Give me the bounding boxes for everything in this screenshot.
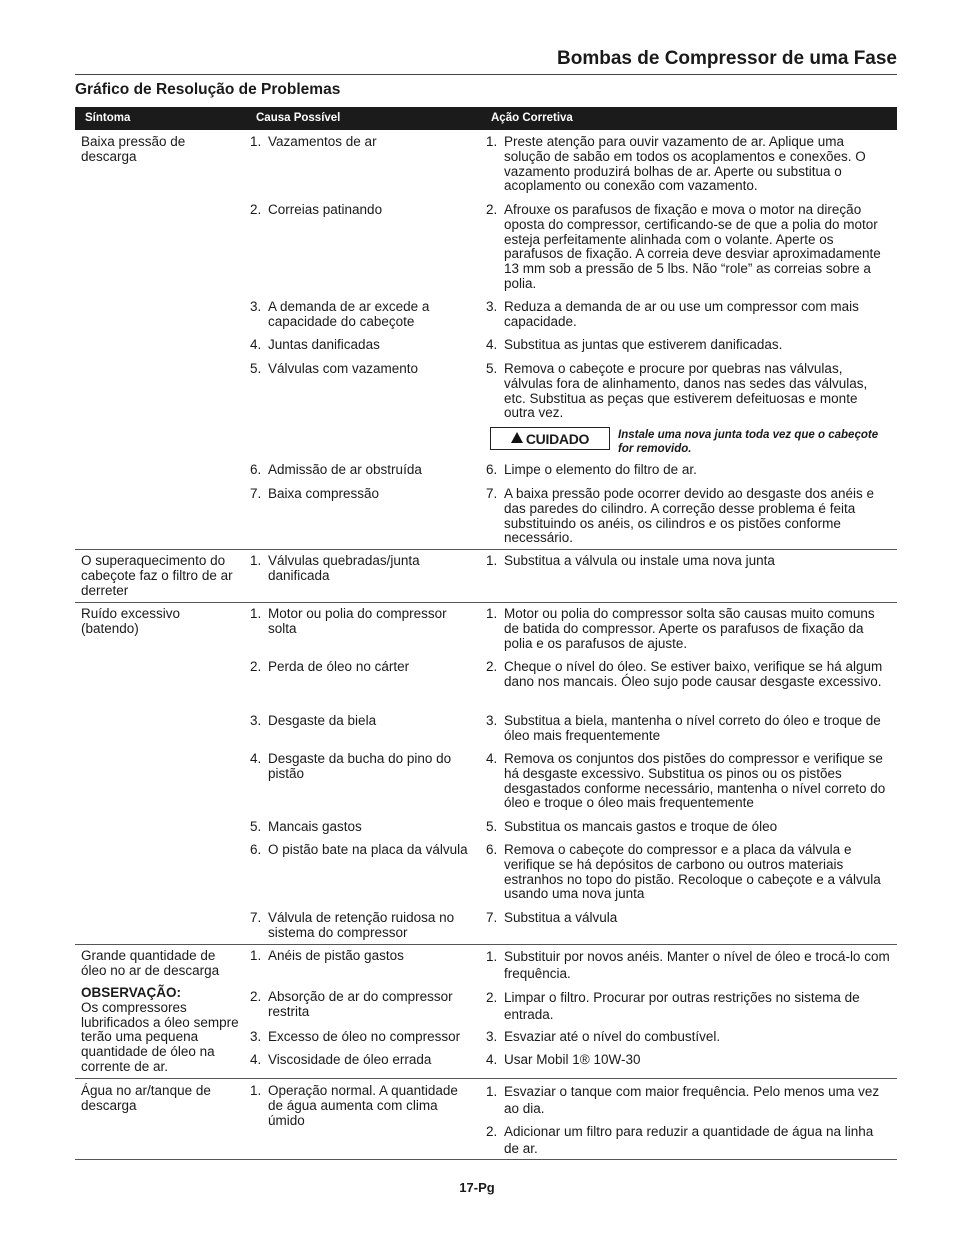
- observation-label: OBSERVAÇÃO:: [81, 985, 182, 1000]
- action-cell: 1. Preste atenção para ouvir vazamento de ar. Aplique uma solução de sabão em todos os acoplamentos e conexões. O vazamento produzirá bolhas de ar. Aperte ou substitua o acoplamento ou conexão com vazamento.: [486, 134, 866, 194]
- action-cell: 4. Usar Mobil 1® 10W-30: [486, 1052, 641, 1067]
- row-divider: [75, 602, 897, 603]
- action-cell: 4. Substitua as juntas que estiverem danificadas.: [486, 337, 783, 352]
- cause-cell: 1. Motor ou polia do compressor solta: [250, 606, 447, 636]
- cause-cell: 7. Baixa compressão: [250, 486, 380, 501]
- action-cell: 2. Afrouxe os parafusos de fixação e mova o motor na direção oposta do compressor, certificando-se de que a polia do motor esteja perfeitamente alinhada com o volante. Aperte os parafusos de fixação. A correia deve desviar aproximadamente 13 mm sob a pressão de 5 lbs. Não “role” as correias sobre a polia.: [486, 202, 881, 291]
- symptom-cell: Grande quantidade de óleo no ar de descarga: [81, 948, 220, 978]
- cause-cell: 7. Válvula de retenção ruidosa no sistema do compressor: [250, 910, 455, 940]
- action-cell: 3. Reduza a demanda de ar ou use um compressor com mais capacidade.: [486, 299, 859, 329]
- section-title: Gráfico de Resolução de Problemas: [75, 81, 341, 98]
- symptom-cell: O superaquecimento do cabeçote faz o filtro de ar derreter: [81, 553, 233, 598]
- caution-note: Instale uma nova junta toda vez que o cabeçote for removido.: [618, 429, 879, 455]
- action-cell: 5. Substitua os mancais gastos e troque de óleo: [486, 819, 778, 834]
- action-cell: 2. Cheque o nível do óleo. Se estiver baixo, verifique se há algum dano nos mancais. Óleo sujo pode causar desgaste excessivo.: [486, 659, 883, 689]
- page-number: 17-Pg: [459, 1180, 495, 1195]
- action-cell: 2. Limpar o filtro. Procurar por outras restrições no sistema de entrada.: [486, 990, 860, 1022]
- action-cell: 1. Esvaziar o tanque com maior frequência. Pelo menos uma vez ao dia.: [486, 1084, 880, 1116]
- column-header-action: Ação Corretiva: [491, 112, 573, 124]
- page-title: Bombas de Compressor de uma Fase: [557, 48, 897, 69]
- action-cell: 6. Remova o cabeçote do compressor e a placa da válvula e verifique se há depósitos de carbono ou outros materiais estranhos no topo do pistão. Recoloque o cabeçote e a válvula usando uma nova junta: [486, 842, 881, 902]
- cause-cell: 2. Absorção de ar do compressor restrita: [250, 989, 453, 1019]
- action-cell: 4. Remova os conjuntos dos pistões do compressor e verifique se há desgaste excessivo. Substitua os pinos ou os pistões desgastados conforme necessário, mantenha o nível correto do óleo e troque o óleo mais frequentemente: [486, 751, 886, 811]
- cause-cell: 2. Perda de óleo no cárter: [250, 659, 410, 674]
- cause-cell: 4. Viscosidade de óleo errada: [250, 1052, 432, 1067]
- cause-cell: 4. Juntas danificadas: [250, 337, 380, 352]
- column-header-symptom: Síntoma: [85, 112, 131, 124]
- action-cell: 7. A baixa pressão pode ocorrer devido ao desgaste dos anéis e das paredes do cilindro. A correção desse problema é feita substituindo os anéis, os cilindros e os pistões conforme necessário.: [486, 486, 874, 546]
- action-cell: 3. Esvaziar até o nível do combustível.: [486, 1029, 721, 1044]
- cause-cell: 2. Correias patinando: [250, 202, 383, 217]
- cause-cell: 1. Vazamentos de ar: [250, 134, 377, 149]
- cause-cell: 5. Válvulas com vazamento: [250, 361, 419, 376]
- action-cell: 1. Substitua a válvula ou instale uma nova junta: [486, 553, 775, 568]
- page-header: [75, 48, 897, 75]
- action-cell: 1. Motor ou polia do compressor solta são causas muito comuns de batida do compressor. Aperte os parafusos de fixação da polia e os parafusos de ajuste.: [486, 606, 875, 651]
- cause-cell: 1. Operação normal. A quantidade de água aumenta com clima úmido: [250, 1083, 458, 1128]
- column-header-cause: Causa Possível: [256, 112, 341, 124]
- action-cell: 1. Substituir por novos anéis. Manter o nível de óleo e trocá-lo com frequência.: [486, 949, 890, 981]
- row-divider: [75, 549, 897, 550]
- cause-cell: 3. Desgaste da biela: [250, 713, 377, 728]
- cause-cell: 3. A demanda de ar excede a capacidade do cabeçote: [250, 299, 430, 329]
- cause-cell: 6. Admissão de ar obstruída: [250, 462, 422, 477]
- cause-cell: 3. Excesso de óleo no compressor: [250, 1029, 461, 1044]
- caution-label: CUIDADO: [490, 427, 610, 450]
- warning-triangle-icon: [511, 432, 523, 443]
- row-divider: [75, 1078, 897, 1079]
- cause-cell: 5. Mancais gastos: [250, 819, 362, 834]
- row-divider: [75, 944, 897, 945]
- table-header: [75, 107, 897, 130]
- action-cell: 5. Remova o cabeçote e procure por quebras nas válvulas, válvulas fora de alinhamento, danos nas sedes das válvulas, etc. Substitua as peças que estiverem defeituosas e monte outra vez.: [486, 361, 868, 421]
- observation-note: OBSERVAÇÃO: Os compressores lubrificados a óleo sempre terão uma pequena quantidade de óleo na corrente de ar.: [81, 985, 239, 1074]
- action-cell: 6. Limpe o elemento do filtro de ar.: [486, 462, 697, 477]
- cause-cell: 1. Anéis de pistão gastos: [250, 948, 404, 963]
- cause-cell: 4. Desgaste da bucha do pino do pistão: [250, 751, 452, 781]
- action-cell: 7. Substitua a válvula: [486, 910, 618, 925]
- action-cell: 2. Adicionar um filtro para reduzir a quantidade de água na linha de ar.: [486, 1124, 874, 1156]
- symptom-cell: Ruído excessivo (batendo): [81, 606, 181, 636]
- cause-cell: 1. Válvulas quebradas/junta danificada: [250, 553, 420, 583]
- symptom-cell: Baixa pressão de descarga: [81, 134, 186, 164]
- action-cell: 3. Substitua a biela, mantenha o nível correto do óleo e troque de óleo mais frequentemente: [486, 713, 881, 743]
- cause-cell: 6. O pistão bate na placa da válvula: [250, 842, 468, 857]
- symptom-cell: Água no ar/tanque de descarga: [81, 1083, 211, 1113]
- table-bottom-rule: [75, 1159, 897, 1160]
